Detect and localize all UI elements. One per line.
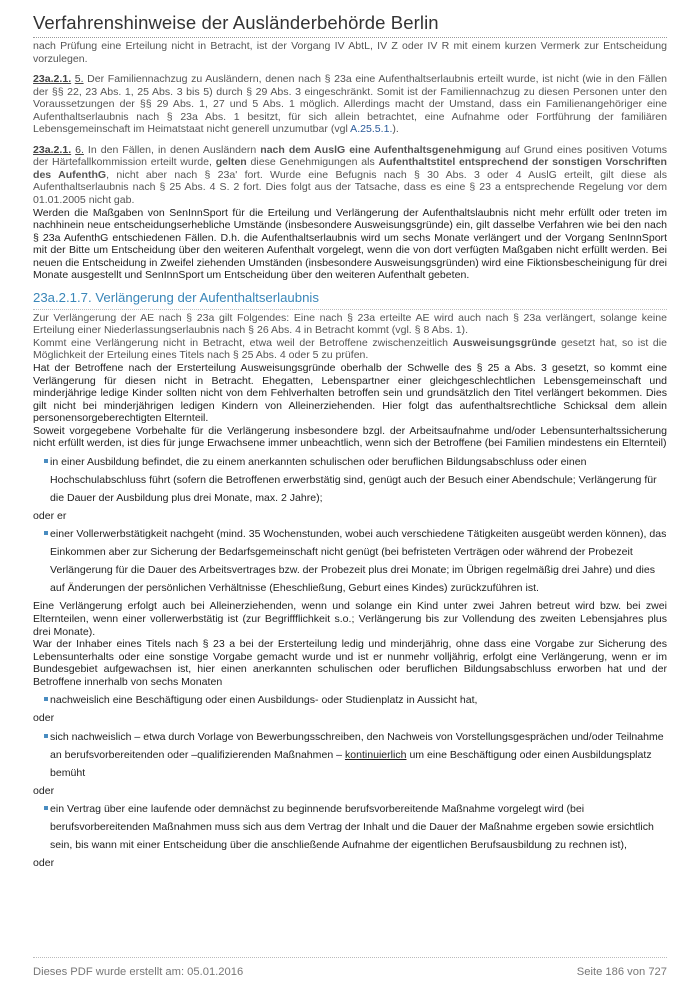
bullet-icon: [44, 734, 48, 738]
bullet-icon: [44, 806, 48, 810]
section-text: diese Genehmigungen als: [250, 156, 375, 169]
paragraph-text: Kommt eine Verlängerung nicht in Betracht, etwa weil der Betroffene zwischenzeitlich: [33, 336, 449, 349]
subsection-number: 5.: [74, 73, 84, 86]
section-number: 23a.2.1.: [33, 143, 72, 156]
bullet-icon: [44, 531, 48, 535]
list-item-text: einer Vollerwerbstätigkeit nachgeht (mind. 35 Wochenstunden, wobei auch verschiedene Tätigkeiten ausgeübt werden können), das Einkommen aber zur Sicherung der Bedarfsgemeinschaft nicht genügt (bei befristeten Verträgen oder während der Probezeit Verlängerung für die Dauer des Arbeitsvertrages bzw. der Probezeit plus drei Monate; im Übrigen regelmäßig drei Jahre) und dies auf Änderungen der persönlichen Verhältnisse (Eheschließung, Geburt eines Kindes) zurückzuführen ist.: [50, 528, 667, 595]
cross-reference-link[interactable]: A.25.5.1.: [350, 123, 393, 136]
document-page: [33, 0, 667, 990]
section-heading: 23a.2.1.7. Verlängerung der Aufenthaltserlaubnis: [33, 289, 319, 305]
connector-text: oder: [33, 857, 55, 870]
list-item-text: sich nachweislich – etwa durch Vorlage von Bewerbungsschreiben, den Nachweis von Vorstellungsgesprächen und/oder Teilnahme an berufsvorbereitenden oder –qualifizierenden Maßnahmen –: [50, 730, 664, 761]
intro-paragraph: nach Prüfung eine Erteilung nicht in Betracht, ist der Vorgang IV AbtL, IV Z oder IV R mit einem kurzen Vermerk zur Entscheidung vorzulegen.: [33, 40, 667, 65]
underlined-text: kontinuierlich: [344, 748, 407, 761]
section-text: , nicht aber nach § 23a' fort. Wurde eine Befugnis nach § 30 Abs. 3 oder 4 AuslG erteilt, gilt diese als Aufenthaltserlaubnis nach § 25 Abs. 4 S. 2 fort. Dies folgt aus der Tatsache, dass es eine § 23 a entsprechende Regelung vor dem 01.01.2005 nicht gab.: [33, 168, 667, 207]
bold-text: nach dem AuslG eine Aufenthaltsgenehmigung: [260, 143, 502, 156]
section-text-tail: ).: [392, 123, 399, 136]
paragraph: Soweit vorgegebene Vorbehalte für die Verlängerung insbesondere bzgl. der Arbeitsaufnahme und/oder Lebensunterhaltssicherung nicht erfüllt werden, ist dies für junge Erwachsene immer unbeachtlich, wenn sich der Betroffene (bei Familien mindestens ein Elternteil): [33, 424, 667, 450]
title-divider: [33, 37, 667, 38]
section-5-paragraph: [33, 73, 667, 136]
paragraph: Zur Verlängerung der AE nach § 23a gilt Folgendes: Eine nach § 23a erteilte AE wird auch nach § 23a verlängert, solange keine Erteilung einer Niederlassungserlaubnis nach § 26 Abs. 4 in Betracht kommt (vgl. § 8 Abs. 1).: [33, 311, 667, 337]
section-number: 23a.2.1.: [33, 73, 72, 86]
paragraph: [33, 337, 667, 362]
document-body: [33, 40, 667, 870]
section-6-paragraph-2: Werden die Maßgaben von SenInnSport für die Erteilung und Verlängerung der Aufenthaltslaubnis nicht mehr erfüllt oder treten im nachhinein neue entscheidungserhebliche Umstände (insbesondere Ausweisungsgründe) ein, gilt dasselbe Verfahren wie bei den nach § 23a AufenthG entschiedenen Fällen. D.h. die Aufenthaltserlaubnis wird um sechs Monate verlängert und der Vorgang SenInnSport mit der Bitte um Entscheidung über den weiteren Aufenthalt vorgelegt, wenn die von dort verfügten Maßgaben nicht erfüllt werden. Bei neuen die Entscheidung in Zweifel ziehenden Umständen (insbesondere Ausweisungsgründen) wird eine Fiktionsbescheinigung für drei Monate ausgestellt und SenInnSport um Entscheidung über den weiteren Aufenthalt gebeten.: [33, 206, 667, 282]
footer-created-date: Dieses PDF wurde erstellt am: 05.01.2016: [33, 966, 244, 978]
section-text: Der Familiennachzug zu Ausländern, denen nach § 23a eine Aufenthaltserlaubnis erteilt wurde, ist nicht (wie in den Fällen der §§ 22, 23 Abs. 1, 25 Abs. 3 bis 5) durch § 29 Abs. 3 eingeschränkt. Somit ist der Familiennachzug zu diesen Personen unter den Voraussetzungen der §§ 29 Abs. 1, 27 und 5 Abs. 1 möglich. Allerdings macht der Umstand, dass ein Familienangehöriger eine Aufenthaltserlaubnis nach § 23a Abs. 1 besitzt, für sich allein betrachtet, eine Aufnahme oder Fortführung der familiären Lebensgemeinschaft im Heimatstaat nicht generell unzumutbar (vgl: [33, 73, 667, 136]
list-item: [33, 728, 667, 782]
list-item-text: ein Vertrag über eine laufende oder demnächst zu beginnende berufsvorbereitende Maßnahme vorgelegt wird (bei berufsvorbereitenden Maßnahmen muss sich aus dem Vertrag der Inhalt und die Dauer der Maßnahme ergeben sowie ersichtlich sein, bis wann mit einer Entscheidung über die anschließende Aufnahme der eigentlichen Berufsausbildung zu rechnen ist),: [50, 803, 654, 852]
bullet-icon: [44, 459, 48, 463]
bold-text: Ausweisungsgründe: [452, 336, 557, 349]
paragraph: War der Inhaber eines Titels nach § 23 a bei der Ersterteilung ledig und minderjährig, ohne dass eine Vorgabe zur Sicherung des Lebensunterhalts oder eine sonstige Vorgabe gemacht wurde und ist er nunmehr volljährig, erfolgt eine Verlängerung, wenn er im Bundesgebiet aufgewachsen ist, hier einen anerkannten schulischen oder beruflichen Bildungsabschluss erworben hat und der Betroffene innerhalb von sechs Monaten: [33, 638, 667, 688]
connector-text: oder: [33, 712, 55, 725]
bullet-icon: [44, 697, 48, 701]
heading-divider: [33, 309, 667, 310]
footer-divider: [33, 957, 667, 958]
connector-text: oder er: [33, 509, 67, 522]
list-item: [33, 453, 667, 507]
footer-page-number: Seite 186 von 727: [576, 966, 667, 978]
subsection-number: 6.: [75, 143, 84, 156]
list-item: [33, 800, 667, 854]
section-text: In den Fällen, in denen Ausländern: [87, 143, 257, 156]
bold-text: gelten: [215, 156, 247, 169]
paragraph: Eine Verlängerung erfolgt auch bei Alleinerziehenden, wenn und solange ein Kind unter zwei Jahren betreut wird bzw. bei zwei Elternteilen, wenn einer vollerwerbstätig ist (zur Begriffflichkeit s.o.; Verlängerung bis zur Vollendung des zweiten Lebensjahres plus drei Monate).: [33, 600, 667, 638]
section-text: auf Grund eines positiven Votums der Härtefallkommission erteilt wurde,: [33, 143, 667, 169]
list-item-text: um eine Beschäftigung oder einen Ausbildungsplatz bemüht: [50, 748, 652, 779]
page-title: Verfahrenshinweise der Ausländerbehörde Berlin: [33, 12, 439, 33]
list-item-text: in einer Ausbildung befindet, die zu einem anerkannten schulischen oder beruflichen Bildungsabschluss oder einen Hochschulabschluss führt (sofern die Betroffenen erwerbstätig sind, genügt auch der Besuch einer Abendschule; Verlängerung für die Dauer der Ausbildung plus drei Monate, max. 2 Jahre);: [50, 455, 657, 504]
bold-text: Aufenthaltstitel entsprechend der sonstigen Vorschriften des AufenthG: [33, 156, 667, 181]
section-6-paragraph: [33, 144, 667, 207]
paragraph-text: gesetzt hat, so ist die Möglichkeit der Erteilung eines Titels nach § 25 Abs. 4 oder 5 zu prüfen.: [33, 336, 667, 362]
paragraph: Hat der Betroffene nach der Ersterteilung Ausweisungsgründe oberhalb der Schwelle des § 25 a Abs. 3 gesetzt, so kommt eine Verlängerung für diesen nicht in Betracht. Ehegatten, Lebenspartner einer gleichgeschlechtlichen Lebensgemeinschaft und minderjährige ledige Kinder sollten nicht von dem Fehlverhalten betroffen sein und grundsätzlich den Titel verlängert bekommen. Dies gilt nicht bei minderjährigen ledigen Kindern von Alleinerziehenden. Hier folgt das aufenthaltsrechtliche Schicksal dem allein personensorgeberechtigten Elternteil.: [33, 362, 667, 425]
list-item: [33, 525, 667, 597]
connector-text: oder: [33, 784, 55, 797]
list-item: [33, 691, 667, 709]
list-item-text: nachweislich eine Beschäftigung oder einen Ausbildungs- oder Studienplatz in Aussicht hat,: [50, 694, 478, 707]
